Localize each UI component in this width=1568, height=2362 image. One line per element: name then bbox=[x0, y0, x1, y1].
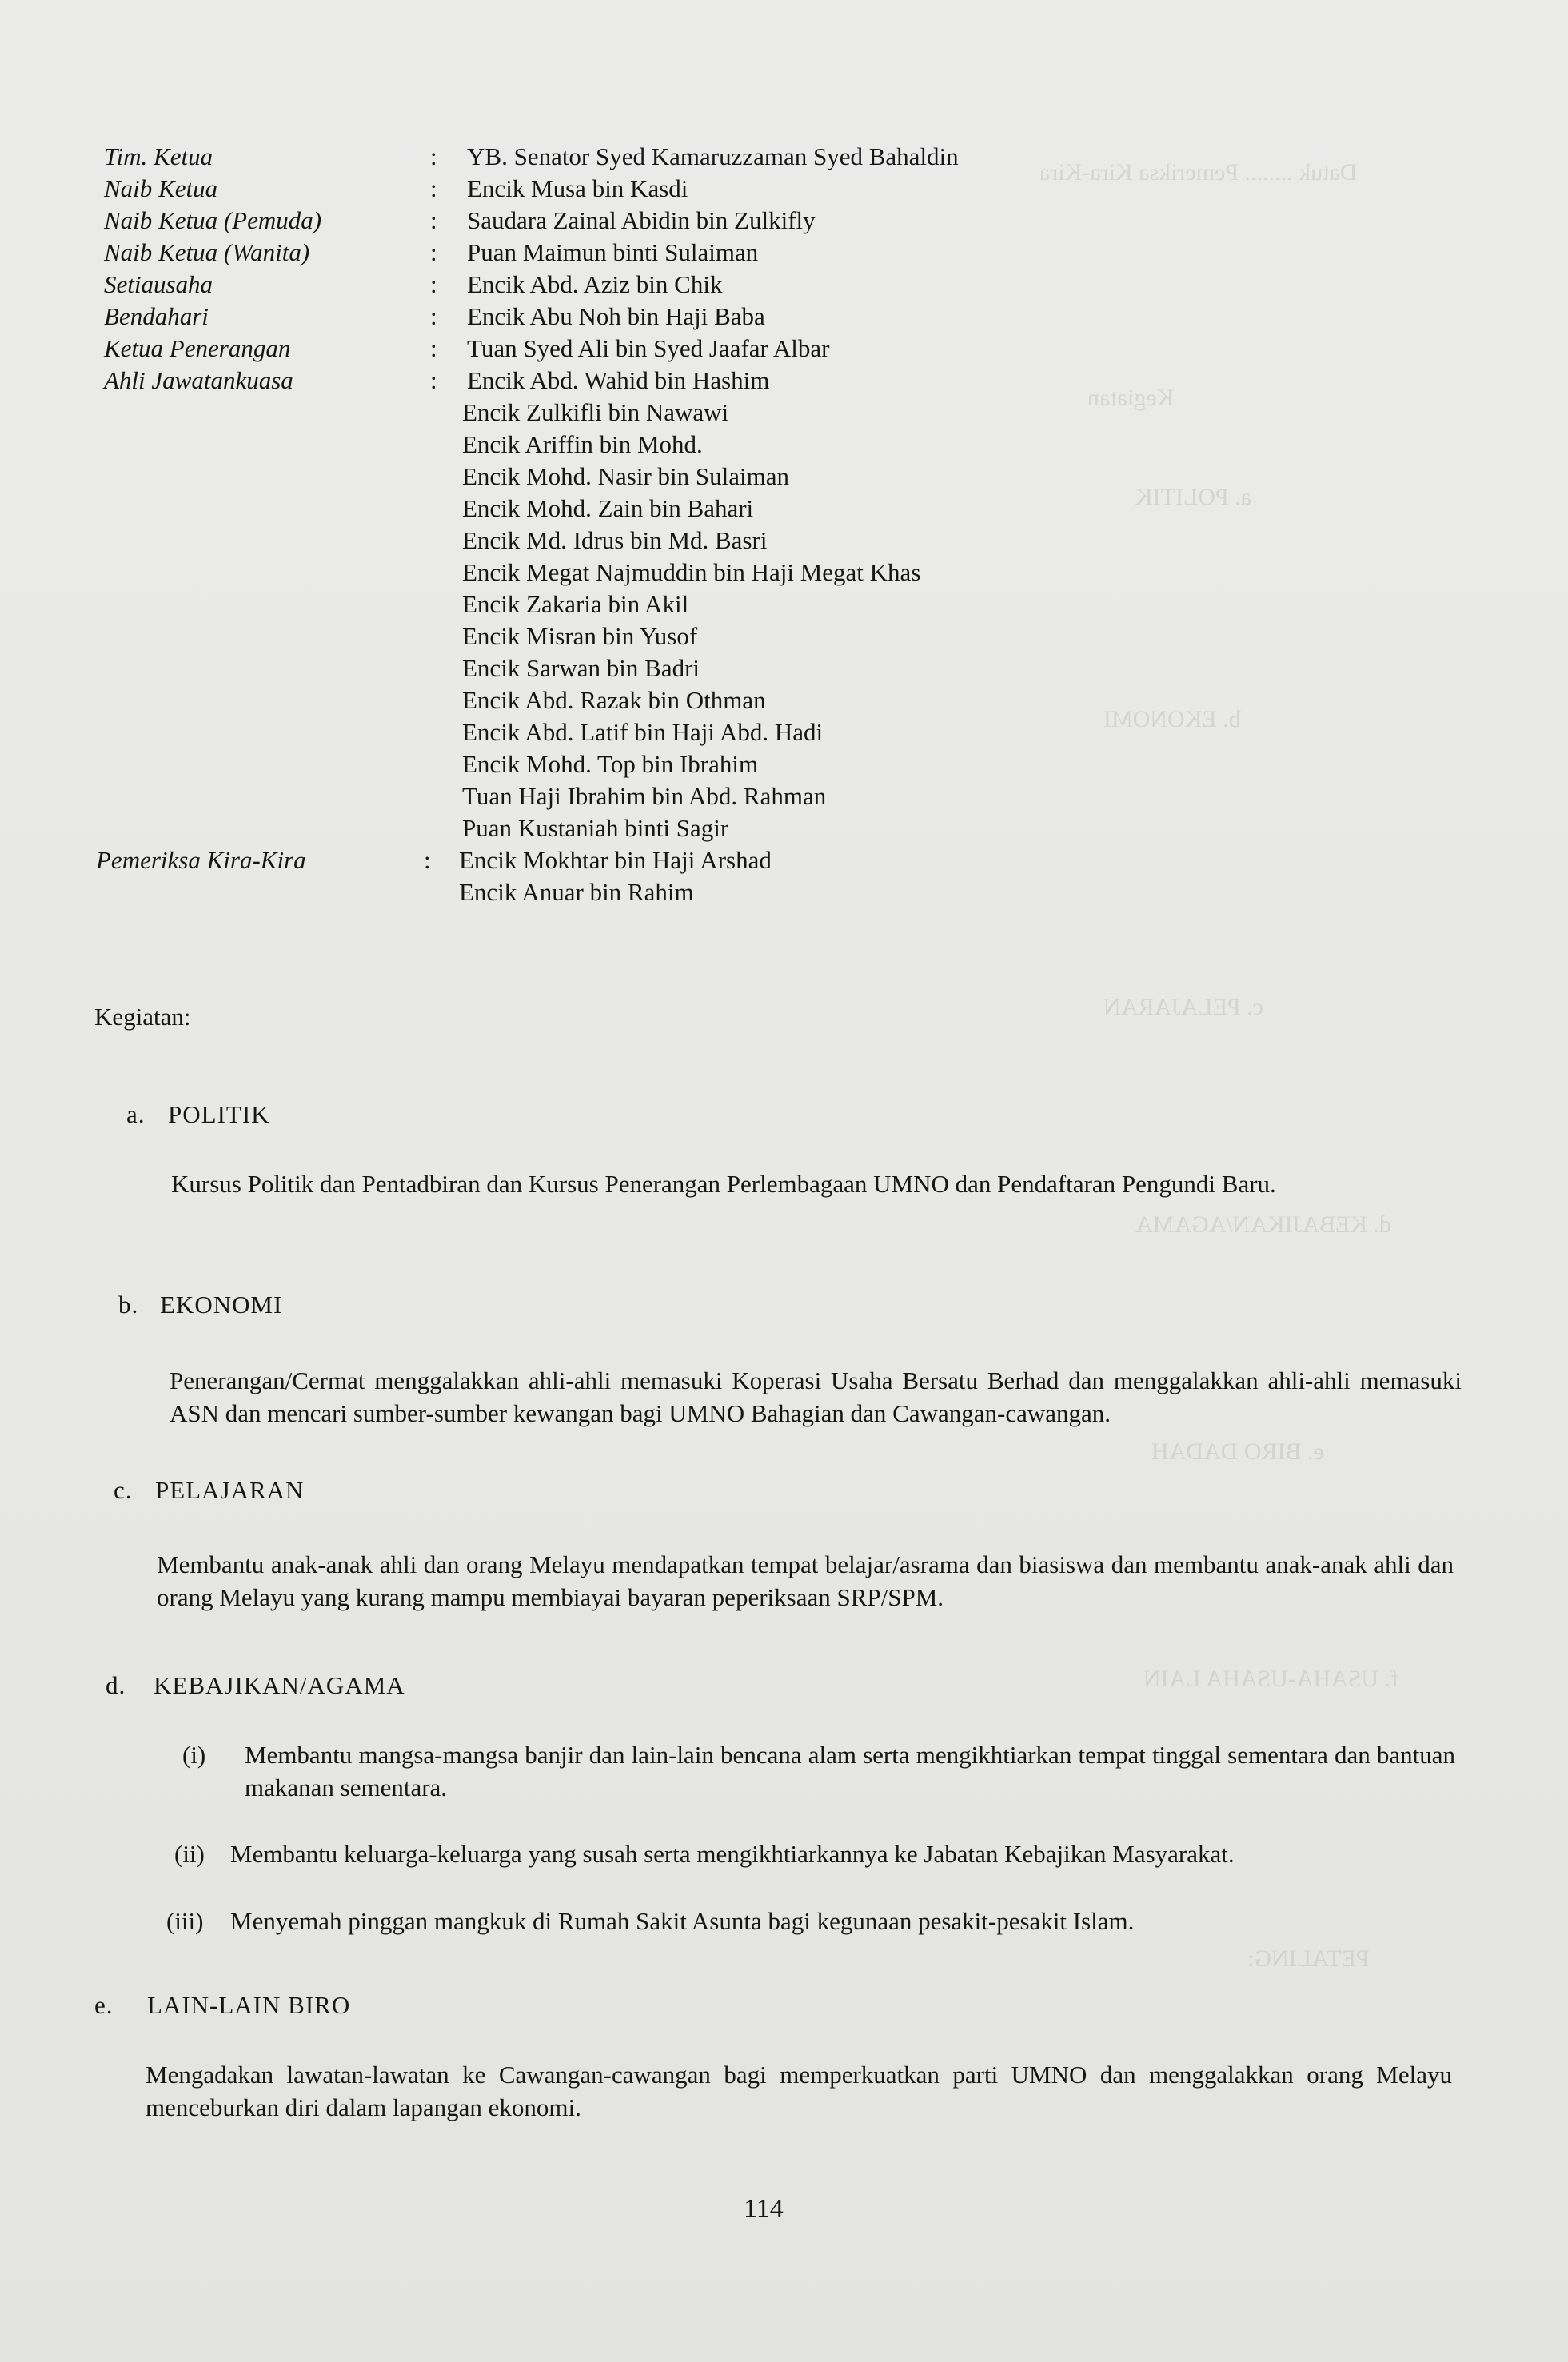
list-item bbox=[182, 1738, 1455, 1805]
section-title: PELAJARAN bbox=[155, 1476, 305, 1504]
member-name: Encik Md. Idrus bin Md. Basri bbox=[462, 526, 768, 554]
colon: : bbox=[430, 334, 437, 362]
member-name: Encik Mohd. Zain bin Bahari bbox=[462, 494, 754, 522]
member-name: Encik Sarwan bin Badri bbox=[462, 654, 700, 682]
officer-name: Puan Maimun binti Sulaiman bbox=[467, 238, 759, 266]
section-b-text: Penerangan/Cermat menggalakkan ahli-ahli memasuki Koperasi Usaha Bersatu Berhad dan menggalakkan ahli-ahli memasuki ASN dan mencari sumber-sumber kewangan bagi UMNO Bahagian dan Cawangan-cawangan. bbox=[170, 1367, 1462, 1427]
member-name: Encik Abd. Razak bin Othman bbox=[462, 686, 766, 714]
list-item bbox=[166, 1905, 1455, 1940]
colon: : bbox=[430, 174, 437, 202]
member-name: Tuan Haji Ibrahim bin Abd. Rahman bbox=[462, 782, 827, 810]
section-letter: b. bbox=[118, 1291, 139, 1319]
show-through-text: e. BIRO DADAH bbox=[1151, 1438, 1324, 1465]
colon: : bbox=[424, 846, 431, 874]
item-number: (i) bbox=[182, 1741, 206, 1769]
officer-role: Naib Ketua (Pemuda) bbox=[104, 206, 322, 234]
show-through-text: c. PELAJARAN bbox=[1103, 994, 1263, 1020]
list-item bbox=[174, 1837, 1455, 1873]
officer-name: Encik Abd. Wahid bin Hashim bbox=[467, 366, 770, 394]
colon: : bbox=[430, 238, 437, 266]
section-a-heading bbox=[126, 1100, 270, 1129]
colon: : bbox=[430, 206, 437, 234]
item-text: Membantu keluarga-keluarga yang susah serta mengikhtiarkannya ke Jabatan Kebajikan Masyarakat. bbox=[230, 1840, 1235, 1868]
item-text: Menyemah pinggan mangkuk di Rumah Sakit Asunta bagi kegunaan pesakit-pesakit Islam. bbox=[230, 1907, 1135, 1935]
member-name: Encik Zakaria bin Akil bbox=[462, 590, 689, 618]
officer-role: Naib Ketua (Wanita) bbox=[104, 238, 310, 266]
section-d-heading bbox=[106, 1671, 405, 1700]
section-a-text: Kursus Politik dan Pentadbiran dan Kursus Penerangan Perlembagaan UMNO dan Pendaftaran Pengundi Baru. bbox=[171, 1170, 1276, 1198]
show-through-text: a. POLITIK bbox=[1135, 484, 1251, 510]
item-text: Membantu mangsa-mangsa banjir dan lain-lain bencana alam serta mengikhtiarkan tempat tinggal sementara dan bantuan makanan sementara. bbox=[245, 1741, 1455, 1801]
section-title: KEBAJIKAN/AGAMA bbox=[154, 1671, 405, 1699]
section-title: LAIN-LAIN BIRO bbox=[147, 1991, 351, 2019]
member-name: Encik Ariffin bin Mohd. bbox=[462, 430, 703, 458]
section-title: POLITIK bbox=[168, 1100, 270, 1128]
show-through-text: d. KEBAJIKAN/AGAMA bbox=[1135, 1211, 1391, 1238]
officer-role: Tim. Ketua bbox=[104, 142, 213, 170]
auditor-role: Pemeriksa Kira-Kira bbox=[96, 846, 306, 874]
section-letter: c. bbox=[114, 1476, 133, 1504]
auditor-name: Encik Anuar bin Rahim bbox=[459, 878, 694, 906]
officer-role: Bendahari bbox=[104, 302, 209, 330]
officer-name: Encik Musa bin Kasdi bbox=[467, 174, 688, 202]
officer-name: Tuan Syed Ali bin Syed Jaafar Albar bbox=[467, 334, 830, 362]
member-name: Encik Misran bin Yusof bbox=[462, 622, 698, 650]
officer-name: Saudara Zainal Abidin bin Zulkifly bbox=[467, 206, 816, 234]
show-through-text: Kegiatan bbox=[1087, 385, 1175, 411]
section-c-heading bbox=[114, 1476, 304, 1505]
section-e-heading bbox=[94, 1991, 350, 2020]
officer-role: Naib Ketua bbox=[104, 174, 218, 202]
colon: : bbox=[430, 142, 437, 170]
member-name: Encik Megat Najmuddin bin Haji Megat Khas bbox=[462, 558, 921, 586]
section-b-heading bbox=[118, 1291, 282, 1319]
member-name: Puan Kustaniah binti Sagir bbox=[462, 814, 729, 842]
officer-name: YB. Senator Syed Kamaruzzaman Syed Bahaldin bbox=[467, 142, 959, 170]
section-c-text: Membantu anak-anak ahli dan orang Melayu mendapatkan tempat belajar/asrama dan biasiswa dan membantu anak-anak ahli dan orang Melayu yang kurang mampu membiayai bayaran peperiksaan SRP/SPM. bbox=[157, 1550, 1454, 1611]
member-name: Encik Abd. Latif bin Haji Abd. Hadi bbox=[462, 718, 824, 746]
show-through-text: Datuk ........ Pemeriksa Kira-Kira bbox=[1039, 159, 1358, 186]
show-through-text: f. USAHA-USAHA LAIN bbox=[1143, 1666, 1399, 1692]
item-number: (iii) bbox=[166, 1907, 204, 1935]
colon: : bbox=[430, 302, 437, 330]
section-letter: a. bbox=[126, 1100, 146, 1128]
show-through-text: b. EKONOMI bbox=[1103, 706, 1241, 732]
officer-role: Ahli Jawatankuasa bbox=[104, 366, 293, 394]
section-letter: d. bbox=[106, 1671, 126, 1699]
officer-name: Encik Abu Noh bin Haji Baba bbox=[467, 302, 765, 330]
colon: : bbox=[430, 366, 437, 394]
colon: : bbox=[430, 270, 437, 298]
officer-role: Ketua Penerangan bbox=[104, 334, 291, 362]
officer-role: Setiausaha bbox=[104, 270, 213, 298]
section-title: EKONOMI bbox=[160, 1291, 283, 1319]
page-number: 114 bbox=[744, 2194, 784, 2224]
item-number: (ii) bbox=[174, 1840, 205, 1868]
member-name: Encik Zulkifli bin Nawawi bbox=[462, 398, 729, 426]
section-e-text: Mengadakan lawatan-lawatan ke Cawangan-cawangan bagi memperkuatkan parti UMNO dan menggalakkan orang Melayu menceburkan diri dalam lapangan ekonomi. bbox=[146, 2061, 1452, 2121]
section-letter: e. bbox=[94, 1991, 114, 2019]
officer-name: Encik Abd. Aziz bin Chik bbox=[467, 270, 723, 298]
auditor-name: Encik Mokhtar bin Haji Arshad bbox=[459, 846, 772, 874]
member-name: Encik Mohd. Nasir bin Sulaiman bbox=[462, 462, 789, 490]
member-name: Encik Mohd. Top bin Ibrahim bbox=[462, 750, 759, 778]
kegiatan-heading: Kegiatan: bbox=[94, 1003, 191, 1031]
show-through-text: PETALING: bbox=[1247, 1945, 1370, 1972]
